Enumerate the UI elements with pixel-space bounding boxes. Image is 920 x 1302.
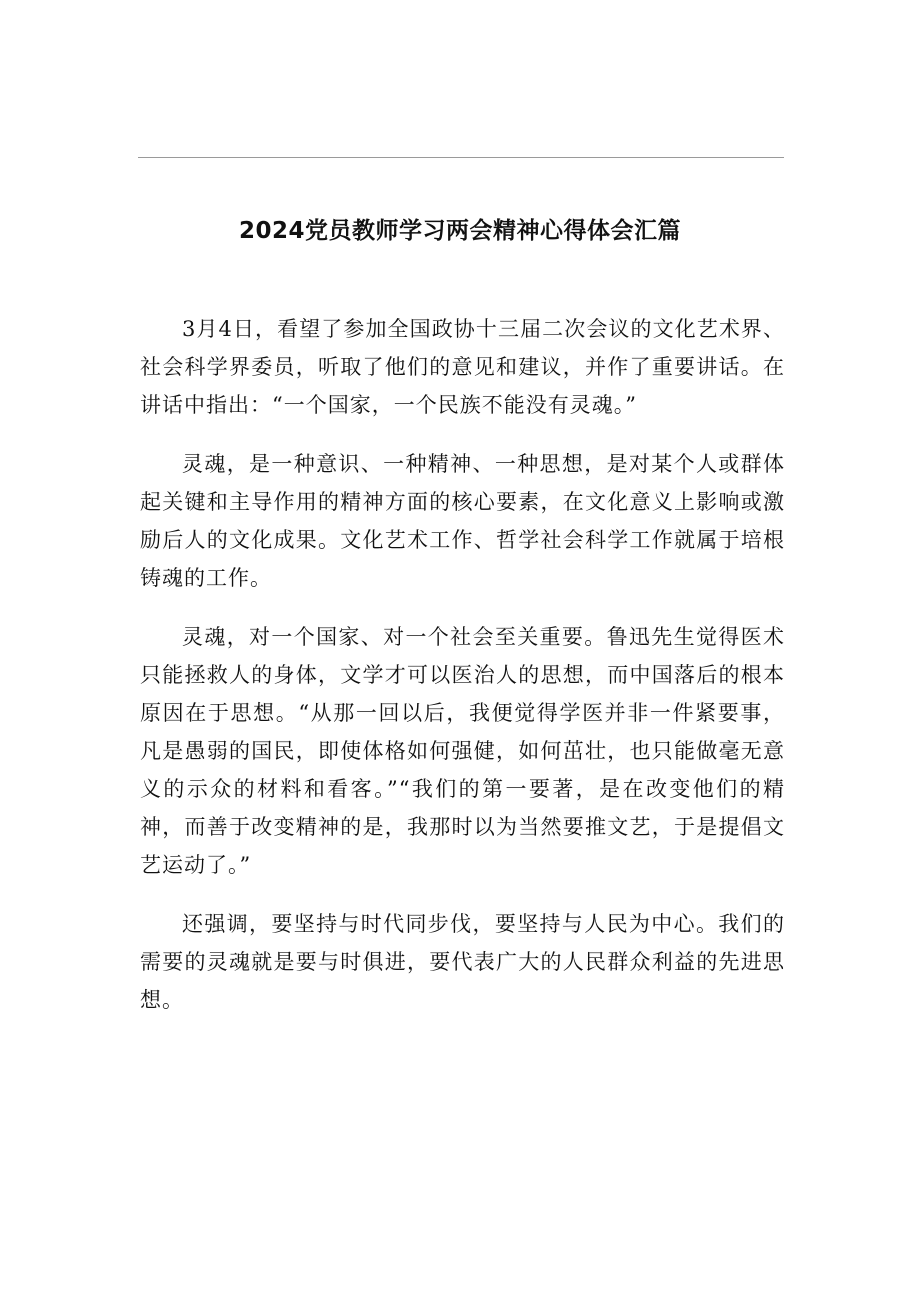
paragraph-3: 灵魂，对一个国家、对一个社会至关重要。鲁迅先生觉得医术只能拯救人的身体，文学才可以医治人的思想，而中国落后的根本原因在于思想。“从那一回以后，我便觉得学医并非一件紧要事，凡是愚弱的国民，即使体格如何强健，如何茁壮，也只能做毫无意义的示众的材料和看客。”“我们的第一要著，是在改变他们的精神，而善于改变精神的是，我那时以为当然要推文艺，于是提倡文艺运动了。” [140,625,785,877]
document-body [140,310,785,1040]
paragraph-2: 灵魂，是一种意识、一种精神、一种思想，是对某个人或群体起关键和主导作用的精神方面的核心要素，在文化意义上影响或激励后人的文化成果。文化艺术工作、哲学社会科学工作就属于培根铸魂的工作。 [140,452,785,590]
paragraph-1: 3月4日，看望了参加全国政协十三届二次会议的文化艺术界、社会科学界委员，听取了他们的意见和建议，并作了重要讲话。在讲话中指出：“一个国家，一个民族不能没有灵魂。” [140,317,785,417]
paragraph-4: 还强调，要坚持与时代同步伐，要坚持与人民为中心。我们的需要的灵魂就是要与时俱进，要代表广大的人民群众利益的先进思想。 [140,912,785,1012]
header-divider [138,157,784,158]
document-title: 2024党员教师学习两会精神心得体会汇篇 [238,218,681,244]
